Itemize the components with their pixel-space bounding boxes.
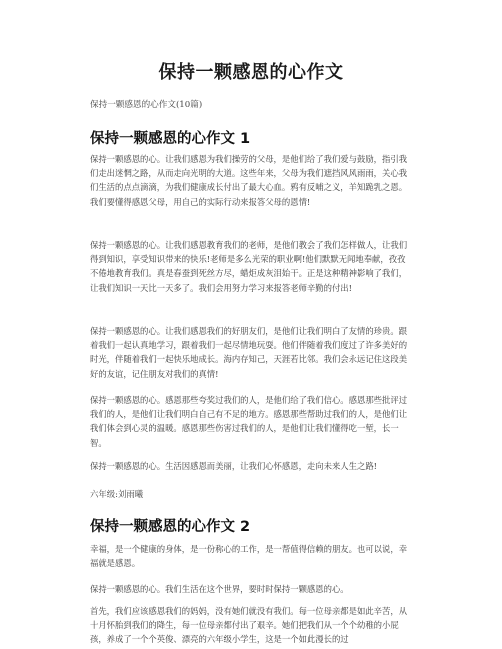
section-1-paragraph-3: 保持一颗感恩的心。让我们感恩我们的好朋友们，是他们让我们明白了友情的珍贵。跟着我们一起认真地学习，跟着我们一起尽情地玩耍。他们伴随着我们度过了许多美好的时光，伴随着我们一起快乐地成长。海内存知己，天涯若比邻。我们会永远记住这段美好的友谊，记住朋友对我们的真情! [90, 326, 408, 379]
section-1-author: 六年级:刘雨曦 [90, 489, 144, 499]
section-heading-1: 保持一颗感恩的心作文 1 [90, 131, 251, 147]
document-title: 保持一颗感恩的心作文 [158, 62, 344, 83]
document-subtitle: 保持一颗感恩的心作文(10篇) [90, 100, 203, 110]
section-1-paragraph-2: 保持一颗感恩的心。让我们感恩教育我们的老师，是他们教会了我们怎样做人，让我们得到知识，享受知识带来的快乐!老师是多么光荣的职业啊!他们默默无闻地奉献，孜孜不倦地教育我们。真是春蚕到死丝方尽，蜡炬成灰泪始干。正是这种精神影响了我们，让我们知识一天比一天多了。我们会用努力学习来报答老师辛勤的付出! [90, 240, 408, 293]
section-heading-2: 保持一颗感恩的心作文 2 [90, 519, 251, 535]
section-2-paragraph-1: 幸福，是一个健康的身体，是一份称心的工作，是一帮值得信赖的朋友。也可以说，幸福就是感恩。 [90, 544, 408, 569]
section-1-paragraph-4: 保持一颗感恩的心。感恩那些夸奖过我们的人，是他们给了我们信心。感恩那些批评过我们的人，是他们让我们明白自己有不足的地方。感恩那些帮助过我们的人，是他们让我们体会到心灵的温暖。感恩那些伤害过我们的人，是他们让我们懂得吃一堑，长一智。 [90, 395, 408, 448]
section-1-paragraph-5: 保持一颗感恩的心。生活因感恩而美丽，让我们心怀感恩，走向未来人生之路! [90, 461, 378, 471]
section-2-paragraph-3: 首先，我们应该感恩我们的妈妈，没有她们就没有我们。每一位母亲都是如此辛苦，从十月怀胎到我们的降生，每一位母亲都付出了艰辛。她们把我们从一个个幼稚的小屁孩，养成了一个个英俊、漂亮的六年级小学生，这是一个如此漫长的过 [90, 606, 408, 645]
section-2-paragraph-2: 保持一颗感恩的心。我们生活在这个世界，要时时保持一颗感恩的心。 [90, 584, 349, 594]
section-1-paragraph-1: 保持一颗感恩的心。让我们感恩为我们操劳的父母，是他们给了我们爱与鼓励，指引我们走出迷惘之路，从而走向光明的大道。这些年来，父母为我们遮挡风风雨雨，关心我们生活的点点滴滴，为我们健康成长付出了最大心血。鸦有反哺之义，羊知跪乳之恩。我们要懂得感恩父母，用自己的实际行动来报答父母的恩情! [90, 154, 408, 207]
